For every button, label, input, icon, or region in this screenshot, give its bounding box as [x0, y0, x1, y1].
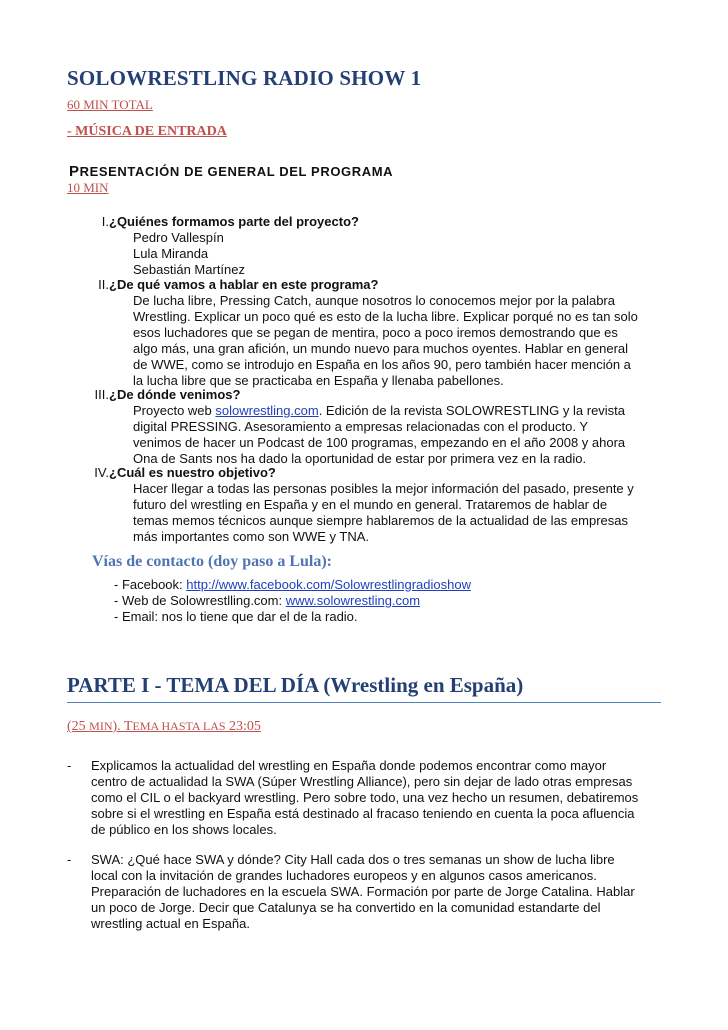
- answer-line: De lucha libre, Pressing Catch, aunque nosotros lo conocemos mejor por la palabra: [133, 293, 615, 308]
- bullet-text: [91, 852, 635, 932]
- answer-line: esos luchadores que se pegan de mentira, poco a poco iremos demostrando que es: [133, 325, 618, 340]
- answer-line: Pedro Vallespín: [133, 230, 224, 245]
- bullet-line: como el CIL o el backyard wrestling. Pero sobre todo, una vez hecho un resumen, debatiremos: [91, 790, 639, 805]
- answer-1: [133, 230, 673, 278]
- bullet-line: un poco de Jorge. Decir que Catalunya se ha convertido en la comunidad estandarte del: [91, 900, 601, 915]
- bullet-line: centro de actualidad la SWA (Súper Wrestling Alliance), pero sin dejar de lado otras empresas: [91, 774, 633, 789]
- answer-line: temas memos técnicos aunque siempre hablaremos de la actualidad de las empresas: [133, 513, 628, 528]
- bullet-line: SWA: ¿Qué hace SWA y dónde? City Hall cada dos o tres semanas un show de lucha libre: [91, 852, 615, 867]
- answer-line: venimos de hacer un Podcast de 100 programas, empezando en el año 2008 y ahora: [133, 435, 626, 450]
- question-3: III.¿De dónde venimos?: [94, 387, 241, 402]
- bullet-line: wrestling actual en España.: [91, 916, 250, 931]
- bullet-line: de público en los shows locales.: [91, 822, 277, 837]
- heading-divider: [67, 702, 661, 703]
- contact-heading: Vías de contacto (doy paso a Lula):: [92, 553, 333, 570]
- answer-2: [133, 293, 673, 389]
- bullet-line: Preparación de luchadores en la escuela SWA. Formación por parte de Jorge Catalina. Hablar: [91, 884, 635, 899]
- document-title: SOLOWRESTLING RADIO SHOW 1: [67, 66, 422, 90]
- music-intro-heading: - MÚSICA DE ENTRADA: [67, 124, 227, 139]
- contact-email: - Email: nos lo tiene que dar el de la radio.: [114, 609, 358, 624]
- contact-facebook: - Facebook: http://www.facebook.com/Solowrestlingradioshow: [114, 577, 471, 592]
- answer-4: [133, 481, 673, 545]
- section-presentation-duration: 10 MIN: [67, 180, 109, 195]
- question-1: I.¿Quiénes formamos parte del proyecto?: [101, 214, 359, 229]
- website-link[interactable]: www.solowrestling.com: [285, 593, 421, 608]
- question-4: IV.¿Cuál es nuestro objetivo?: [94, 465, 276, 480]
- answer-line: Wrestling. Explicar un poco qué es esto de la lucha libre. Explicar porqué no es tan solo: [133, 309, 638, 324]
- answer-line: algo más, una gran afición, un mundo nuevo para muchos oyentes. Hablar en general: [133, 341, 629, 356]
- bullet-dash: -: [67, 758, 72, 773]
- bullet-text: [91, 758, 638, 838]
- bullet-line: Explicamos la actualidad del wrestling en España donde podemos encontrar como mayor: [91, 758, 607, 773]
- answer-line: Proyecto web solowrestling.com. Edición de la revista SOLOWRESTLING y la revista: [133, 403, 626, 418]
- solowrestling-link[interactable]: solowrestling.com: [215, 403, 319, 418]
- bullet-line: sobre si el wrestling en España está destinado al fracaso teniendo en cuenta la poca afluencia: [91, 806, 635, 821]
- answer-line: futuro del wrestling en España y en el mundo en general. Trataremos de hablar de: [133, 497, 608, 512]
- bullet-dash: -: [67, 852, 72, 867]
- section-presentation-heading: PRESENTACIÓN DE GENERAL DEL PROGRAMA: [69, 163, 394, 180]
- bullet-line: local con la invitación de grandes luchadores europeos y en algunos casos americanos.: [91, 868, 597, 883]
- facebook-link[interactable]: http://www.facebook.com/Solowrestlingradioshow: [186, 577, 471, 592]
- answer-line: digital PRESSING. Asesoramiento a empresas relacionadas con el producto. Y: [133, 419, 588, 434]
- answer-line: Ona de Sants nos ha dado la oportunidad de estar por primera vez en la radio.: [133, 451, 587, 466]
- answer-line: Hacer llegar a todas las personas posibles la mejor información del pasado, presente y: [133, 481, 634, 496]
- total-duration: 60 MIN TOTAL: [67, 97, 153, 112]
- answer-line: Lula Miranda: [133, 246, 209, 261]
- contact-list: [114, 577, 471, 625]
- contact-web: - Web de Solowrestlling.com: www.solowrestling.com: [114, 593, 421, 608]
- part-1-title: PARTE I - TEMA DEL DÍA (Wrestling en España): [67, 673, 524, 697]
- answer-3: [133, 403, 673, 467]
- answer-line: la lucha libre que se practicaba en España y llenaba pabellones.: [133, 373, 504, 388]
- answer-line: Sebastián Martínez: [133, 262, 246, 277]
- answer-line: más importantes como son WWE y TNA.: [133, 529, 369, 544]
- question-2: II.¿De qué vamos a hablar en este programa?: [98, 277, 379, 292]
- answer-line: de WWE, como se introdujo en España en los años 90, pero también hacer mención a: [133, 357, 631, 372]
- part-1-duration: (25 MIN). TEMA HASTA LAS 23:05: [67, 719, 261, 734]
